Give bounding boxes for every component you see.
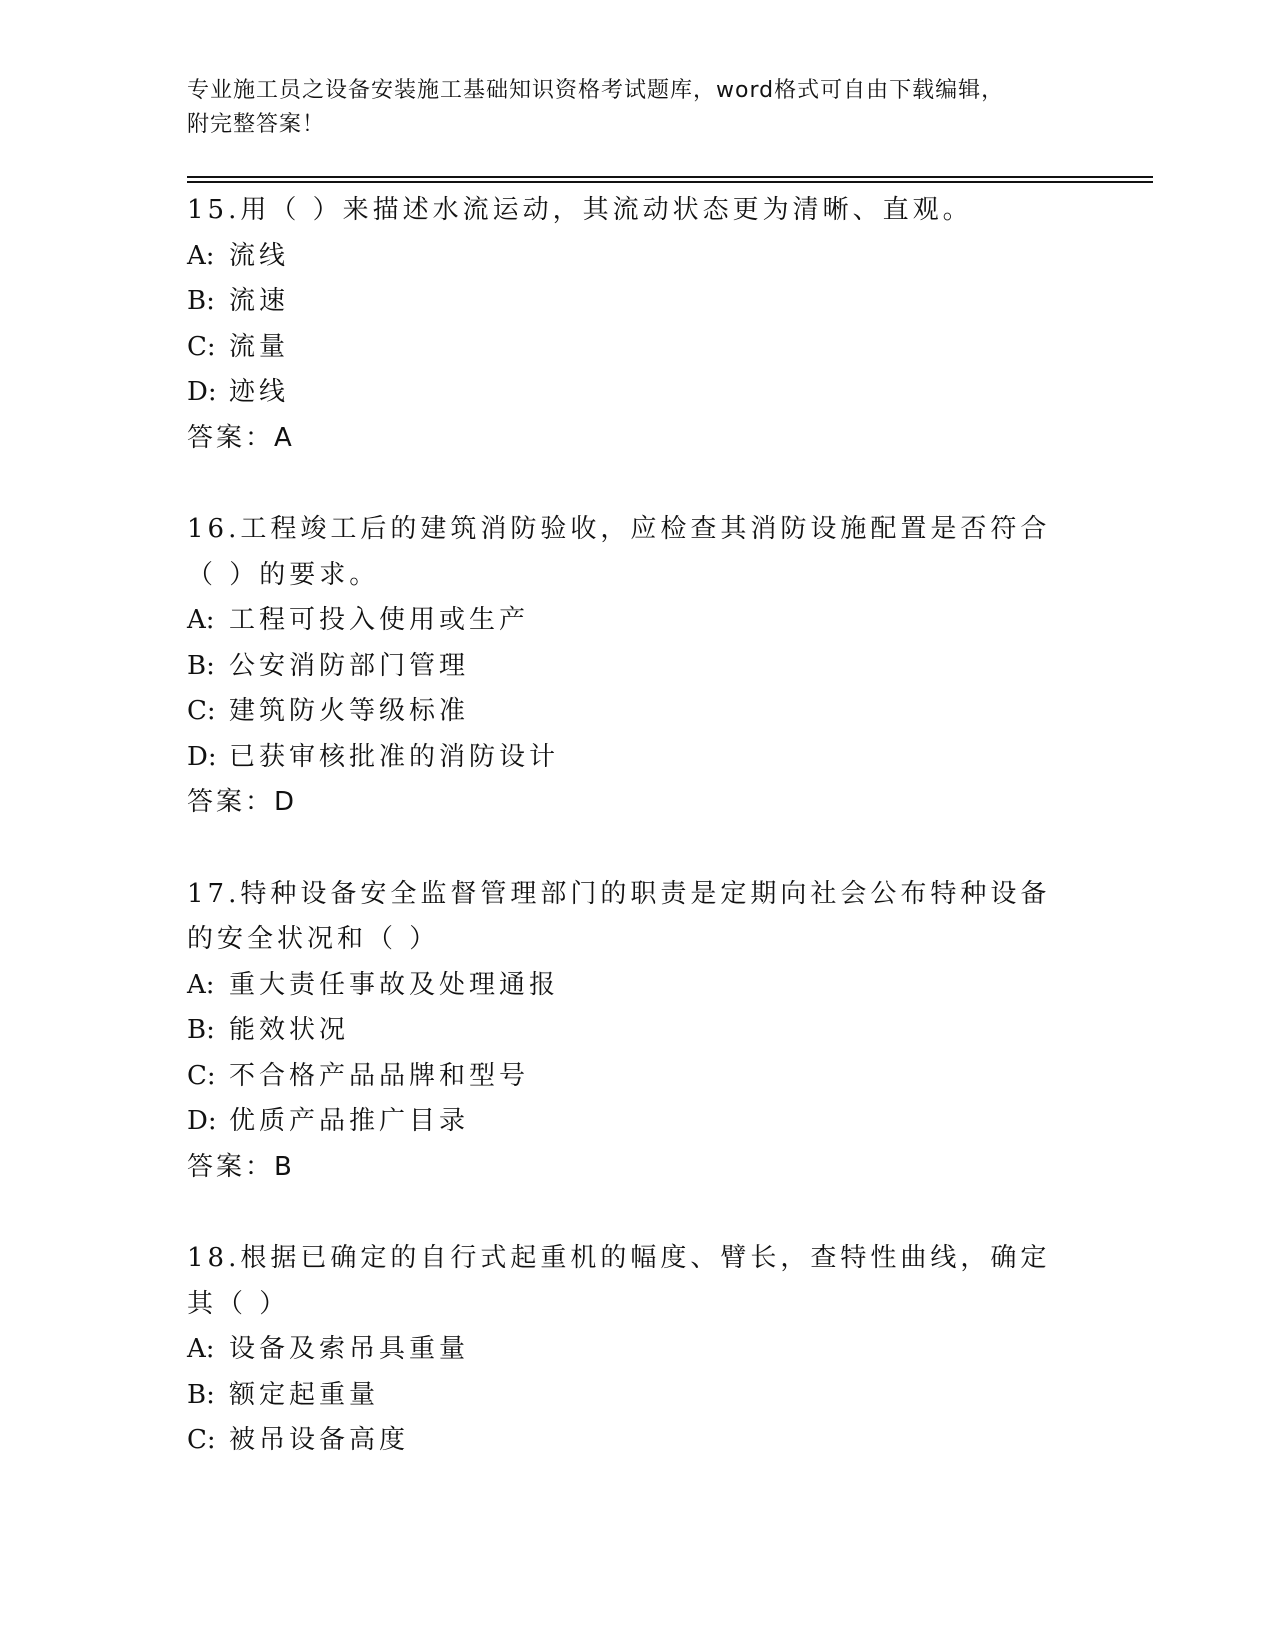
option-letter: C: (187, 1425, 216, 1455)
option-d (187, 1099, 1087, 1145)
option-letter: C: (187, 331, 216, 362)
option-c (187, 689, 1087, 735)
question-text: 17.特种设备安全监督管理部门的职责是定期向社会公布特种设备的安全状况和（ ） (187, 878, 1051, 954)
question-16 (187, 507, 1087, 826)
header-divider-bottom (187, 181, 1153, 183)
option-text: 建筑防火等级标准 (229, 696, 470, 726)
answer-line: 答案：A (187, 422, 295, 453)
option-letter: A: (187, 969, 215, 1000)
option-text: 能效状况 (229, 1015, 350, 1045)
option-text: 设备及索吊具重量 (229, 1334, 470, 1364)
option-text: 额定起重量 (229, 1379, 380, 1410)
option-c (187, 1054, 1087, 1100)
option-text: 流线 (229, 240, 290, 271)
question-15 (187, 188, 1087, 461)
document-header (187, 74, 1067, 142)
option-text: 工程可投入使用或生产 (229, 605, 530, 635)
question-text: 15.用（ ）来描述水流运动，其流动状态更为清晰、直观。 (187, 195, 973, 225)
header-divider-top (187, 176, 1153, 178)
option-letter: B: (187, 286, 215, 316)
option-text: 被吊设备高度 (229, 1425, 410, 1455)
question-text: 16.工程竣工后的建筑消防验收，应检查其消防设施配置是否符合（ ）的要求。 (187, 514, 1051, 590)
option-text: 重大责任事故及处理通报 (229, 969, 560, 1000)
option-letter: A: (187, 240, 215, 271)
option-a (187, 234, 1087, 280)
option-c (187, 1418, 1087, 1464)
option-b (187, 1008, 1087, 1054)
question-17 (187, 872, 1087, 1191)
option-text: 迹线 (229, 377, 290, 407)
option-d (187, 735, 1087, 781)
option-letter: B: (187, 1379, 215, 1410)
option-text: 不合格产品品牌和型号 (229, 1060, 530, 1091)
option-letter: B: (187, 1015, 215, 1045)
option-letter: D: (187, 377, 217, 407)
question-18 (187, 1236, 1087, 1464)
option-d (187, 370, 1087, 416)
option-text: 流速 (229, 286, 290, 316)
option-letter: D: (187, 1106, 217, 1136)
option-a (187, 963, 1087, 1009)
option-letter: A: (187, 605, 215, 635)
option-text: 已获审核批准的消防设计 (229, 741, 560, 772)
option-letter: C: (187, 1060, 216, 1091)
header-line-2: 附完整答案！ (187, 112, 326, 137)
answer-line: 答案：B (187, 1151, 295, 1182)
option-letter: C: (187, 696, 216, 726)
option-letter: A: (187, 1334, 215, 1364)
option-b (187, 279, 1087, 325)
option-letter: D: (187, 741, 217, 772)
answer-line: 答案：D (187, 787, 298, 817)
option-b (187, 1373, 1087, 1419)
option-a (187, 598, 1087, 644)
option-c (187, 325, 1087, 371)
option-b (187, 644, 1087, 690)
option-letter: B: (187, 650, 215, 681)
question-list (187, 188, 1087, 1510)
question-text: 18.根据已确定的自行式起重机的幅度、臂长，查特性曲线，确定其（ ） (187, 1243, 1051, 1319)
option-text: 优质产品推广目录 (229, 1106, 470, 1136)
option-text: 公安消防部门管理 (229, 650, 470, 681)
header-line-1: 专业施工员之设备安装施工基础知识资格考试题库，word格式可自由下载编辑， (187, 78, 1005, 103)
option-text: 流量 (229, 331, 290, 362)
option-a (187, 1327, 1087, 1373)
